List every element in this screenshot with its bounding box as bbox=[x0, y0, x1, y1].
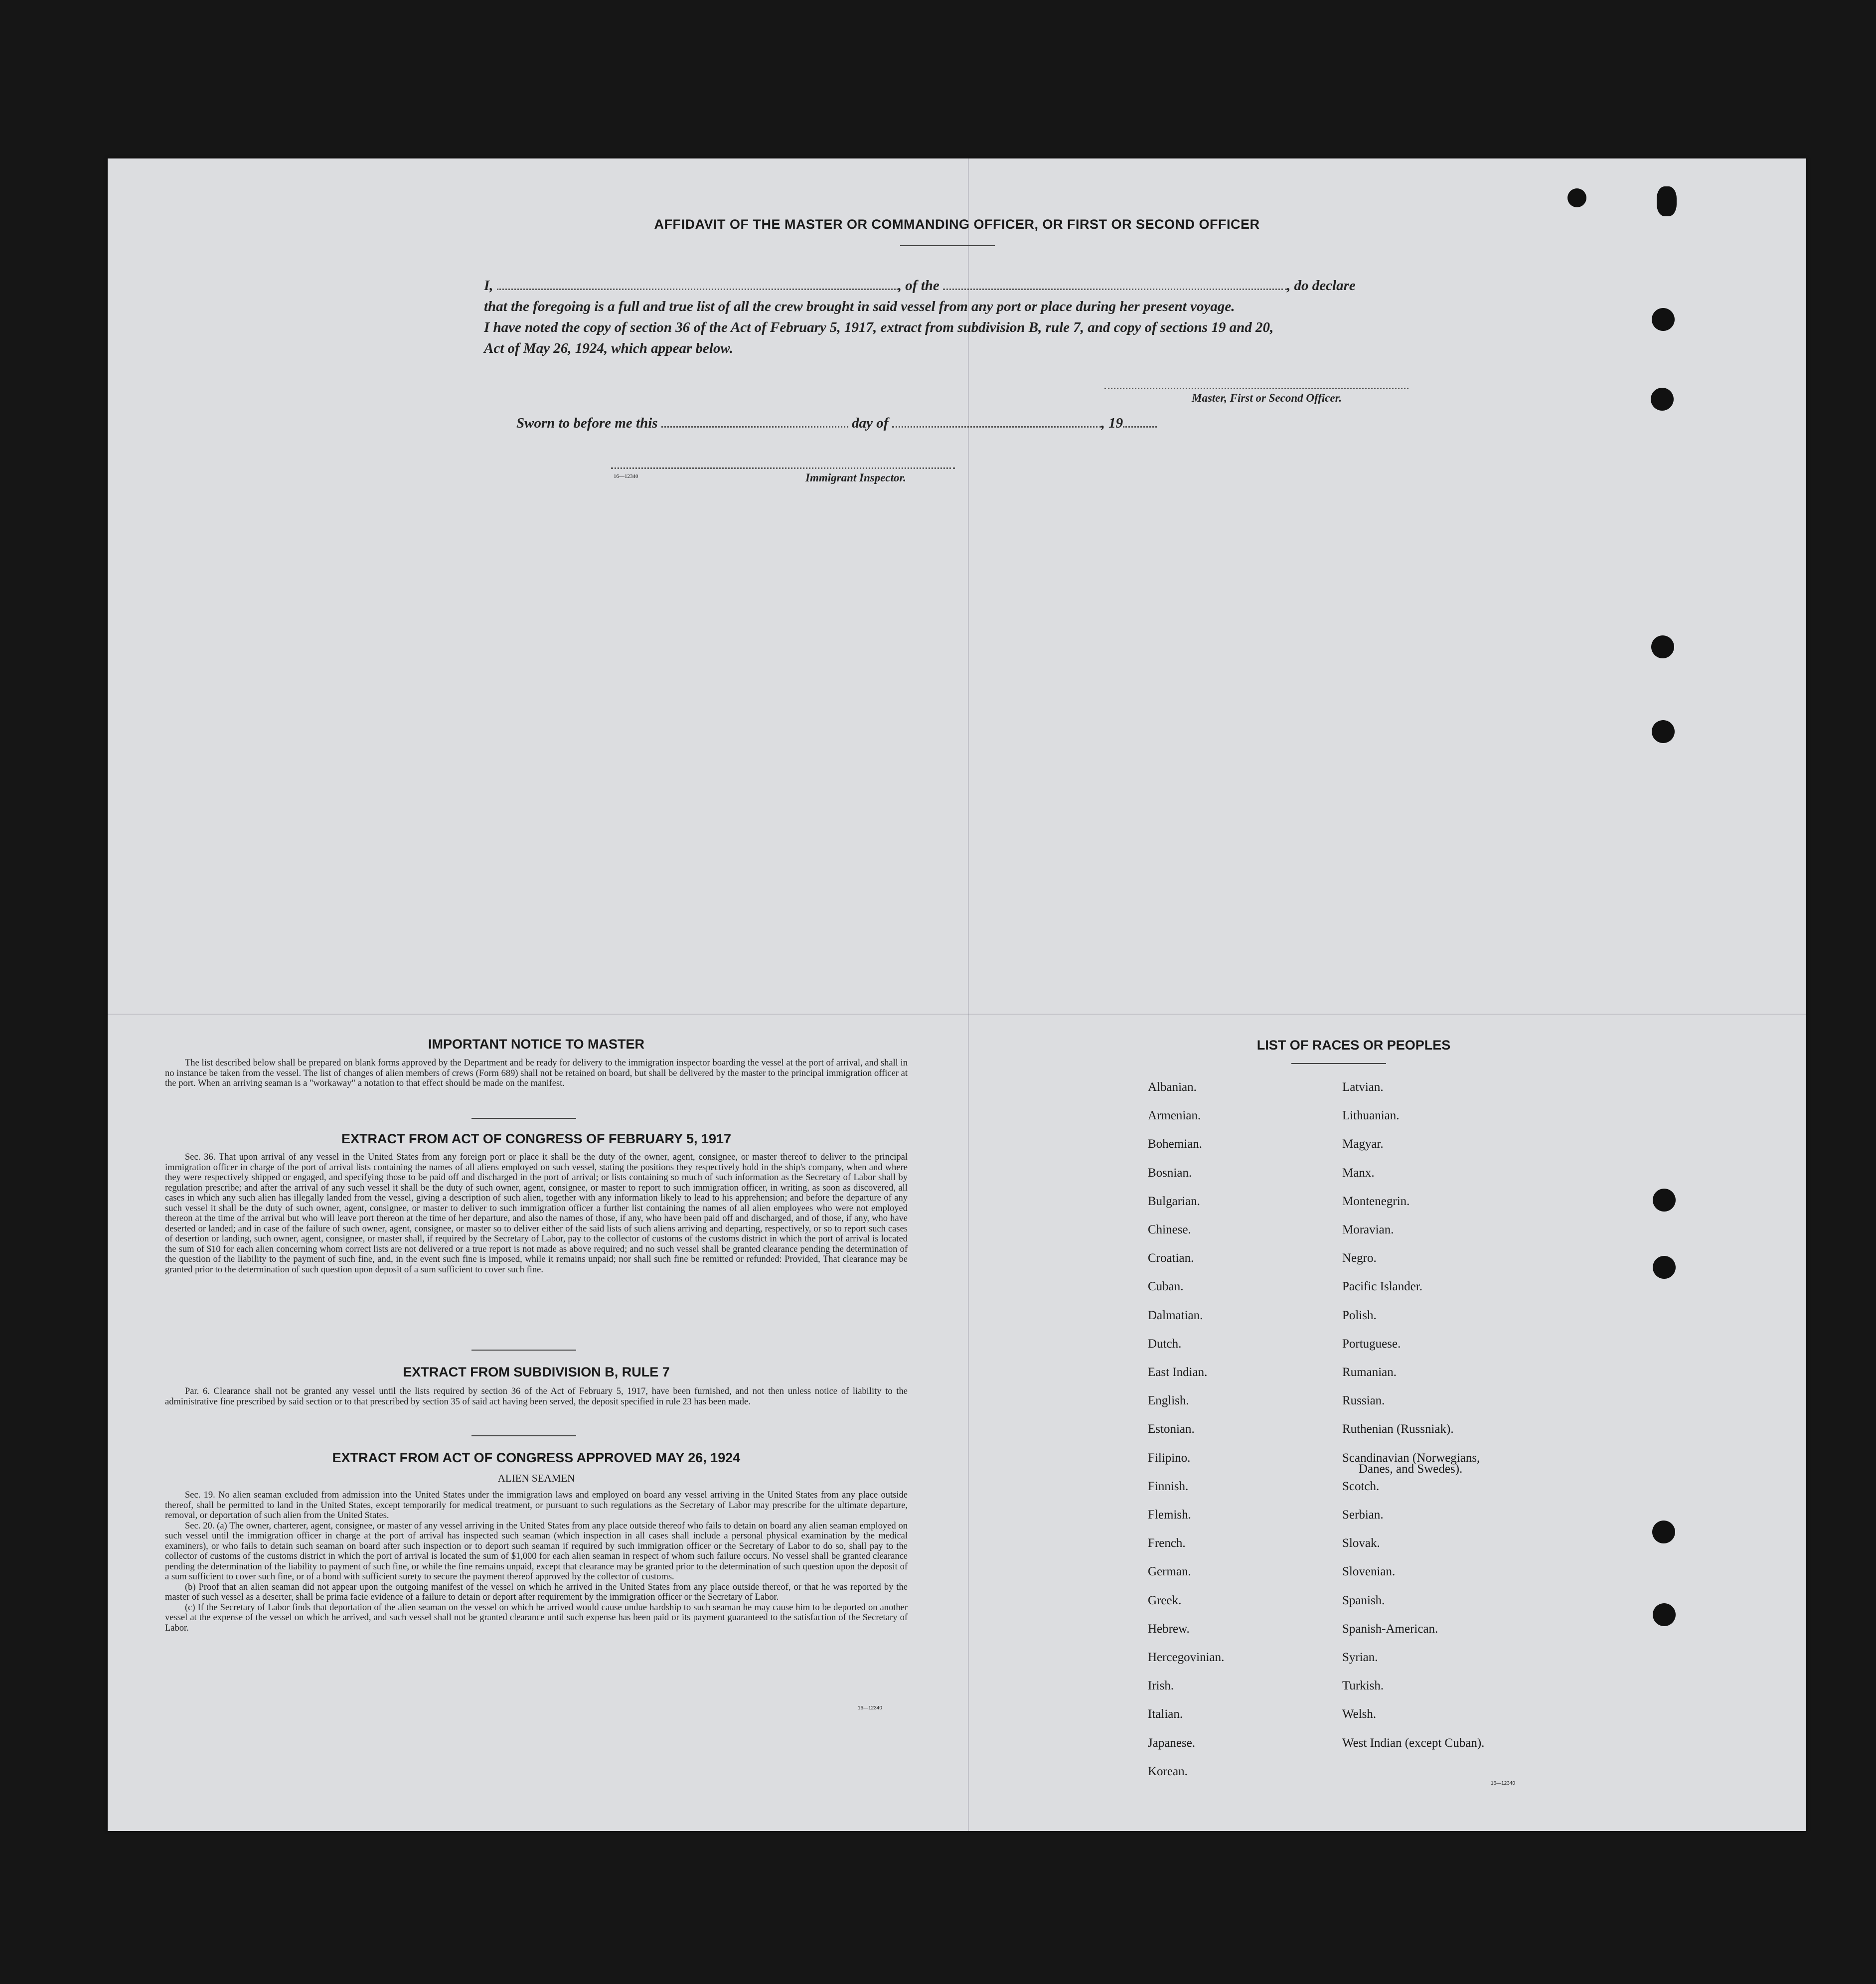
master-signature-line bbox=[1104, 388, 1408, 389]
inspector-signature-line bbox=[611, 467, 955, 469]
sec-19-text: Sec. 19. No alien seaman excluded from admission into the United States under the immigration laws and employed on board any vessel arriving in the United States from any place outside thereof, shall be permitted to land in the United States, except temporarily for medical treatment, or pursuant to such regulations as the Secretary of Labor may prescribe for the ultimate departure, removal, or deportation of such alien from the United States. bbox=[165, 1490, 908, 1521]
binding-hole bbox=[1567, 188, 1586, 207]
race-item: Korean. bbox=[1148, 1764, 1188, 1778]
document-page bbox=[108, 158, 1806, 1831]
form-number: 16—12340 bbox=[614, 473, 638, 479]
affidavit-of-the: , of the bbox=[898, 278, 939, 294]
race-item: Montenegrin. bbox=[1342, 1194, 1410, 1208]
race-item: French. bbox=[1148, 1536, 1186, 1550]
sworn-line bbox=[516, 413, 1364, 434]
affidavit-line-2: that the foregoing is a full and true list of all the crew brought in said vessel from any port or place during her present voyage. bbox=[484, 299, 1235, 314]
extract-1924-text bbox=[165, 1490, 908, 1633]
fold-line-vertical bbox=[968, 158, 969, 1831]
race-item: Finnish. bbox=[1148, 1479, 1189, 1493]
race-item: Spanish. bbox=[1342, 1593, 1385, 1607]
day-of-text: day of bbox=[852, 415, 889, 431]
race-item: Moravian. bbox=[1342, 1223, 1394, 1236]
race-item: Ruthenian (Russniak). bbox=[1342, 1422, 1454, 1436]
rule7-title: EXTRACT FROM SUBDIVISION B, RULE 7 bbox=[403, 1365, 670, 1379]
sworn-text: Sworn to before me this bbox=[516, 415, 658, 431]
race-item: German. bbox=[1148, 1565, 1191, 1579]
inspector-label: Immigrant Inspector. bbox=[805, 471, 906, 484]
race-item: Albanian. bbox=[1148, 1080, 1197, 1094]
title-rule bbox=[900, 245, 995, 246]
binding-hole bbox=[1652, 720, 1675, 743]
binding-hole bbox=[1653, 1603, 1676, 1626]
race-item: Flemish. bbox=[1148, 1508, 1191, 1522]
affidavit-line-4: Act of May 26, 1924, which appear below. bbox=[484, 340, 733, 356]
race-item: Syrian. bbox=[1342, 1651, 1378, 1664]
sec-20b-text: (b) Proof that an alien seaman did not appear upon the outgoing manifest of the vessel on which he arrived in the United States from any place outside thereof, or that he was reported by the master of such vessel as a deserter, shall be prima facie evidence of a failure to detain or deport after requirement by the immigration officer or the Secretary of Labor. bbox=[165, 1582, 908, 1602]
race-item: West Indian (except Cuban). bbox=[1342, 1736, 1485, 1750]
race-item: Filipino. bbox=[1148, 1451, 1191, 1465]
extract-1917-title: EXTRACT FROM ACT OF CONGRESS OF FEBRUARY 5, 1917 bbox=[341, 1131, 732, 1146]
binding-hole bbox=[1652, 1521, 1675, 1543]
affidavit-i: I, bbox=[484, 278, 493, 294]
alien-seamen-subtitle: ALIEN SEAMEN bbox=[497, 1472, 575, 1484]
race-item: Dutch. bbox=[1148, 1337, 1182, 1351]
race-item: Serbian. bbox=[1342, 1508, 1384, 1522]
race-item: Bulgarian. bbox=[1148, 1194, 1200, 1208]
race-item: Scandinavian (Norwegians, bbox=[1342, 1451, 1480, 1465]
name-blank bbox=[497, 282, 898, 290]
extract-1917-text: Sec. 36. That upon arrival of any vessel in the United States from any foreign port or place it shall be the duty of the owner, agent, consignee, or master thereof to deliver to the principal immigration officer in charge of the port of arrival lists containing the names of all aliens employed on such vessel, stating the positions they respectively hold in the ship's company, when and where they were respectively shipped or engaged, and specifying those to be paid off and discharged in the port of arrival; or lists containing so much of such information as the Secretary of Labor shall by regulation prescribe; and after the arrival of any such vessel it shall be the duty of such owner, agent, consignee, or master to report to such immigration officer, in writing, as soon as discovered, all cases in which any such alien has illegally landed from the vessel, giving a description of such alien, together with any information likely to lead to his apprehension; and before the departure of any such vessel it shall be the duty of such owner, agent, consignee, or master to deliver to such immigration officer a further list containing the names of all alien employees who were not employed thereon at the time of the arrival but who will leave port thereon at the time of her departure, and also the names of those, if any, who have been paid off and discharged, and of those, if any, who have deserted or landed; and in case of the failure of such owner, agent, consignee, or master so to deliver either of the said lists of such aliens arriving and departing, respectively, or so to report such cases of desertion or landing, such owner, agent, consignee, or master shall, if required by the Secretary of Labor, pay to the collector of customs of the customs district in which the port of arrival is located the sum of $10 for each alien concerning whom correct lists are not delivered or a true report is not made as above required; and no such vessel shall be granted clearance pending the determination of the question of the liability to the payment of such fine, and, in the event such fine is imposed, while it remains unpaid; nor shall such fine be remitted or refunded: Provided, That clearance may be granted prior to the determination of such question upon deposit of a sum sufficient to cover such fine. bbox=[165, 1152, 908, 1275]
race-item: Polish. bbox=[1342, 1308, 1377, 1322]
sec-20a-text: Sec. 20. (a) The owner, charterer, agent, consignee, or master of any vessel arriving in the United States from any place outside thereof who fails to detain on board any alien seaman employed on such vessel until the immigration officer in charge at the port of arrival has inspected such seaman (which inspection in all cases shall include a personal physical examination by the medical examiners), or who fails to detain such seaman on board after such inspection or to deport such seaman if required by such immigration officer or the Secretary of Labor to do so, shall pay to the collector of customs of the customs district in which the port of arrival is located the sum of $1,000 for each alien seaman in respect of whom such failure occurs. No vessel shall be granted clearance pending the determination of the liability to payment of such fine, or while the fine remains unpaid, except that clearance may be granted prior to the determination of such question upon the deposit of a sum sufficient to cover such fine, or of a bond with sufficient surety to secure the payment thereof approved by the collector of customs. bbox=[165, 1521, 908, 1582]
section-rule bbox=[471, 1118, 576, 1119]
race-item: Greek. bbox=[1148, 1593, 1182, 1607]
master-label: Master, First or Second Officer. bbox=[1192, 392, 1342, 404]
year-text: , 19 bbox=[1101, 415, 1123, 431]
race-item: Chinese. bbox=[1148, 1223, 1191, 1236]
race-item: Welsh. bbox=[1342, 1707, 1377, 1721]
race-item: Scotch. bbox=[1342, 1479, 1380, 1493]
section-rule bbox=[471, 1435, 576, 1436]
race-item: Croatian. bbox=[1148, 1251, 1194, 1265]
race-item: Pacific Islander. bbox=[1342, 1280, 1423, 1294]
affidavit-title: AFFIDAVIT OF THE MASTER OR COMMANDING OFFICER, OR FIRST OR SECOND OFFICER bbox=[654, 217, 1260, 232]
race-item: Russian. bbox=[1342, 1394, 1385, 1408]
sec-20c-text: (c) If the Secretary of Labor finds that deportation of the alien seaman on the vessel on which he arrived would cause undue hardship to such seaman he may cause him to be deported on another vessel at the expense of the vessel on which he arrived, and such vessel shall not be granted clearance until such expense has been paid or its payment guaranteed to the satisfaction of the Secretary of Labor. bbox=[165, 1602, 908, 1633]
notice-title: IMPORTANT NOTICE TO MASTER bbox=[428, 1037, 644, 1052]
binding-hole bbox=[1652, 308, 1675, 331]
race-item: Manx. bbox=[1342, 1166, 1375, 1180]
race-item: Rumanian. bbox=[1342, 1366, 1397, 1379]
race-item: Slovak. bbox=[1342, 1536, 1380, 1550]
race-item: Negro. bbox=[1342, 1251, 1377, 1265]
binding-hole bbox=[1651, 635, 1674, 658]
race-item: Bohemian. bbox=[1148, 1137, 1203, 1151]
title-rule bbox=[1291, 1063, 1386, 1064]
race-item: Turkish. bbox=[1342, 1679, 1384, 1693]
binding-hole bbox=[1651, 388, 1674, 411]
race-item: Portuguese. bbox=[1342, 1337, 1401, 1351]
binding-hole bbox=[1657, 186, 1677, 216]
race-item: Estonian. bbox=[1148, 1422, 1195, 1436]
race-item: Spanish-American. bbox=[1342, 1622, 1438, 1636]
race-continuation: Danes, and Swedes). bbox=[1359, 1462, 1463, 1476]
year-blank bbox=[1123, 419, 1157, 428]
race-item: English. bbox=[1148, 1394, 1189, 1408]
vessel-blank bbox=[943, 282, 1287, 290]
affidavit-line-3: I have noted the copy of section 36 of the Act of February 5, 1917, extract from subdivision B, rule 7, and copy of sections 19 and 20, bbox=[484, 319, 1274, 335]
notice-text: The list described below shall be prepared on blank forms approved by the Department and be ready for delivery to the immigration inspector boarding the vessel at the port of arrival, and shall in no instance be taken from the vessel. The list of changes of alien members of crews (Form 689) shall not be retained on board, but shall be delivered by the master to the principal immigration officer at the port. When an arriving seaman is a "workaway" a notation to that effect should be made on the manifest. bbox=[165, 1058, 908, 1088]
race-item: East Indian. bbox=[1148, 1366, 1208, 1379]
affidavit-line-1 bbox=[484, 275, 1431, 296]
race-item: Lithuanian. bbox=[1342, 1109, 1400, 1123]
affidavit-declare: , do declare bbox=[1287, 278, 1356, 294]
race-item: Irish. bbox=[1148, 1679, 1174, 1693]
race-item: Dalmatian. bbox=[1148, 1308, 1203, 1322]
month-blank bbox=[892, 419, 1101, 428]
race-item: Japanese. bbox=[1148, 1736, 1196, 1750]
races-title: LIST OF RACES OR PEOPLES bbox=[1256, 1038, 1451, 1053]
race-item: Slovenian. bbox=[1342, 1565, 1396, 1579]
race-item: Hercegovinian. bbox=[1148, 1651, 1225, 1664]
race-item: Hebrew. bbox=[1148, 1622, 1190, 1636]
race-item: Italian. bbox=[1148, 1707, 1183, 1721]
binding-hole bbox=[1653, 1189, 1676, 1212]
binding-hole bbox=[1653, 1256, 1676, 1279]
race-item: Bosnian. bbox=[1148, 1166, 1192, 1180]
form-number: 16—12340 bbox=[1491, 1781, 1515, 1786]
race-item: Latvian. bbox=[1342, 1080, 1384, 1094]
race-item: Magyar. bbox=[1342, 1137, 1384, 1151]
section-rule bbox=[471, 1350, 576, 1351]
day-blank bbox=[661, 419, 848, 428]
fold-line-horizontal bbox=[108, 1014, 1806, 1015]
form-number: 16—12340 bbox=[858, 1705, 882, 1711]
race-item: Cuban. bbox=[1148, 1280, 1184, 1294]
race-item: Armenian. bbox=[1148, 1109, 1201, 1123]
extract-1924-title: EXTRACT FROM ACT OF CONGRESS APPROVED MAY 26, 1924 bbox=[332, 1450, 741, 1465]
rule7-text: Par. 6. Clearance shall not be granted any vessel until the lists required by section 36 of the Act of February 5, 1917, have been furnished, and not then unless notice of liability to the administrative fine prescribed by said section or to that prescribed by section 35 of said act having been served, the deposit specified in rule 23 has been made. bbox=[165, 1386, 908, 1407]
